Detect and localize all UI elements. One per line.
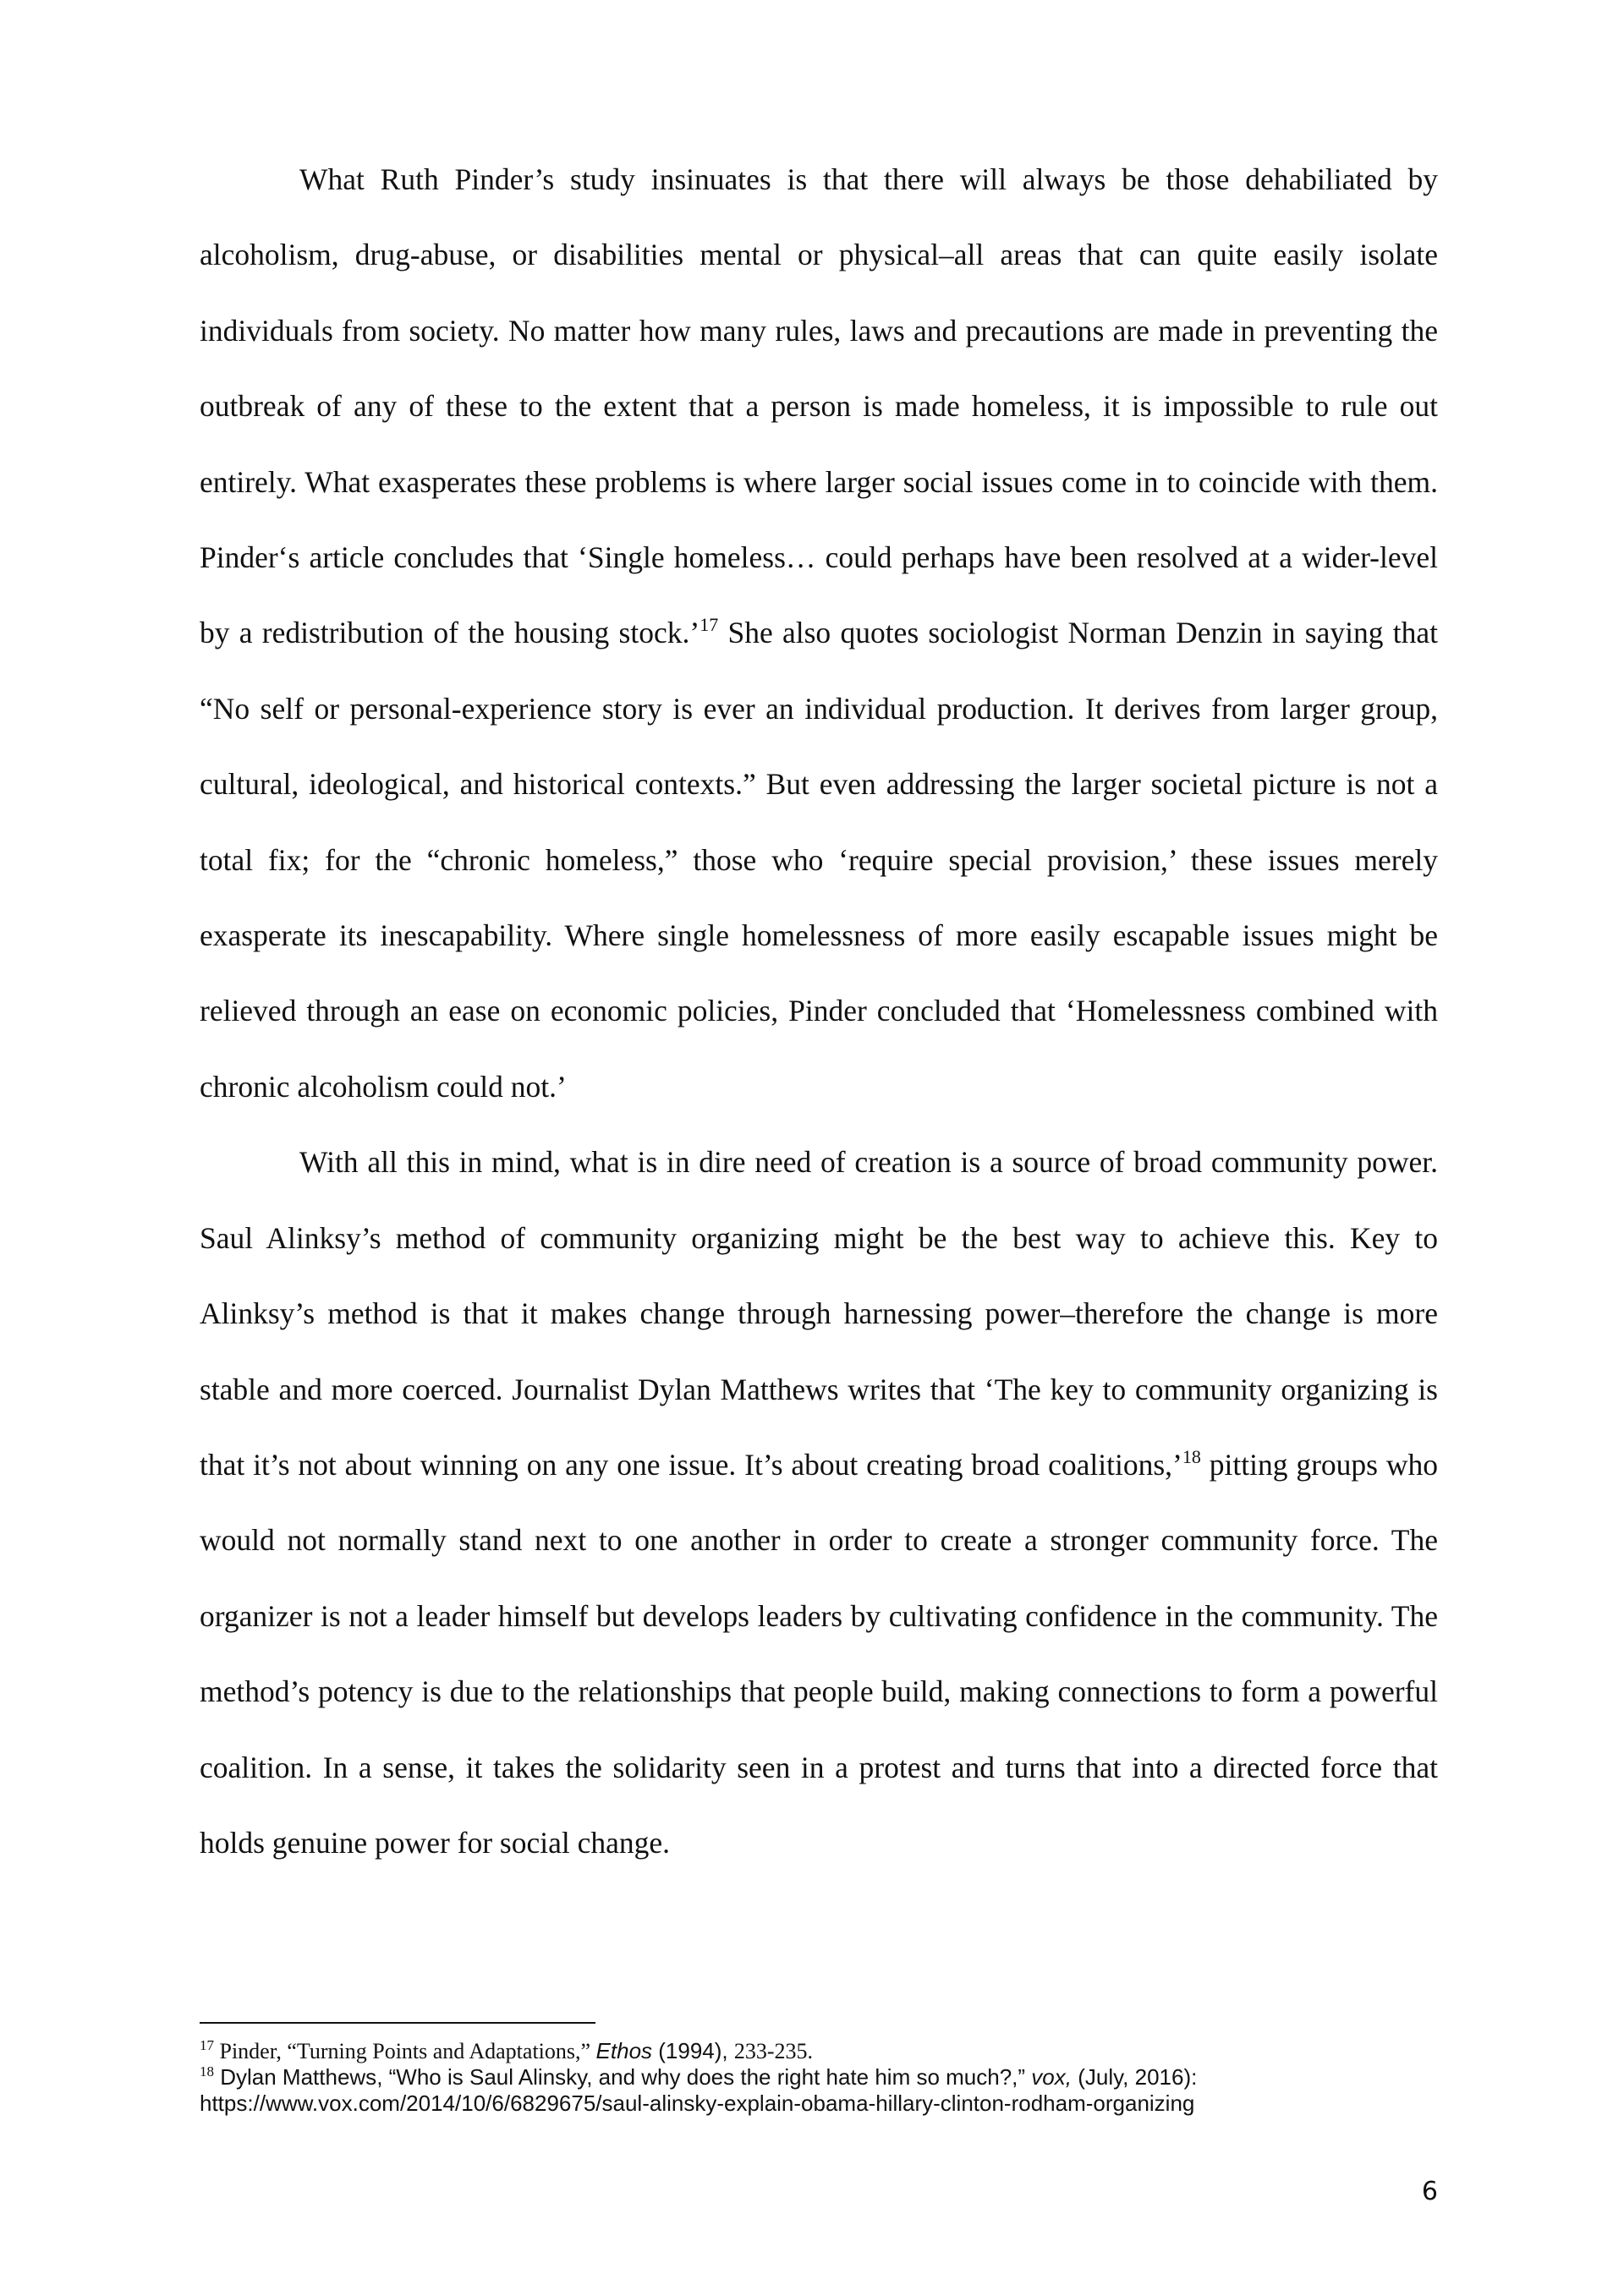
footnote-ref-18[interactable]: 18	[1182, 1445, 1201, 1467]
footnote-18-text-b: (July, 2016): https://www.vox.com/2014/10/6/6829675/saul-alinsky-explain-obama-hillary-clinton-rodham-organizing	[200, 2064, 1198, 2116]
footnote-separator	[200, 2022, 595, 2024]
footnote-18-text-a: , “Who is Saul Alinsky, and why does the right hate him so much?,”	[376, 2064, 1032, 2090]
paragraph-1-text-a: What Ruth Pinder’s study insinuates is that there will always be those dehabiliated by alcoholism, drug-abuse, or disabilities mental or physical–all areas that can quite easily isolate individuals from society. No matter how many rules, laws and precautions are made in preventing the outbreak of any of these to the extent that a person is made homeless, it is impossible to rule out entirely. What exasperates these problems is where larger social issues come in to coincide with them. Pinder‘s article concludes that ‘Single homeless… could perhaps have been resolved at a wider-level by a redistribution of the housing stock.’	[200, 162, 1438, 650]
footnote-18-source: vox,	[1031, 2064, 1072, 2090]
footnote-17	[200, 2038, 1438, 2064]
paragraph-2	[200, 1125, 1438, 1881]
body-text	[200, 142, 1438, 1881]
paragraph-2-text-b: pitting groups who would not normally stand next to one another in order to create a stronger community force. The organizer is not a leader himself but develops leaders by cultivating confidence in the community. The method’s potency is due to the relationships that people build, making connections to form a powerful coalition. In a sense, it takes the solidarity seen in a protest and turns that into a directed force that holds genuine power for social change.	[200, 1447, 1438, 1860]
paragraph-1-text-b: She also quotes sociologist Norman Denzin in saying that “No self or personal-experience story is ever an individual production. It derives from larger group, cultural, ideological, and historical contexts.” But even addressing the larger societal picture is not a total fix; for the “chronic homeless,” those who ‘require special provision,’ these issues merely exasperate its inescapability. Where single homelessness of more easily escapable issues might be relieved through an ease on economic policies, Pinder concluded that ‘Homelessness combined with chronic alcoholism could not.’	[200, 616, 1438, 1104]
footnote-17-text-b: (1994),	[652, 2038, 734, 2063]
paragraph-2-text-a: With all this in mind, what is in dire need of creation is a source of broad community power. Saul Alinksy’s method of community organizing might be the best way to achieve this. Key to Alinksy’s method is that it makes change through harnessing power–therefore the change is more stable and more coerced. Journalist Dylan Matthews writes that ‘The key to community organizing is that it’s not about winning on any one issue. It’s about creating broad coalitions,’	[200, 1145, 1438, 1482]
footnote-17-pages: 233-235.	[733, 2039, 814, 2063]
footnote-17-journal: Ethos	[595, 2038, 653, 2063]
footnotes	[200, 2038, 1438, 2117]
paragraph-1	[200, 142, 1438, 1125]
page-number: 6	[1421, 2177, 1438, 2206]
footnote-18	[200, 2064, 1438, 2117]
footnote-18-number: 18	[200, 2063, 214, 2080]
footnote-17-text-a: Pinder, “Turning Points and Adaptations,”	[214, 2039, 596, 2063]
footnote-18-author: Dylan Matthews	[214, 2064, 377, 2090]
footnote-17-number: 17	[200, 2037, 214, 2053]
footnote-ref-17[interactable]: 17	[700, 614, 719, 636]
